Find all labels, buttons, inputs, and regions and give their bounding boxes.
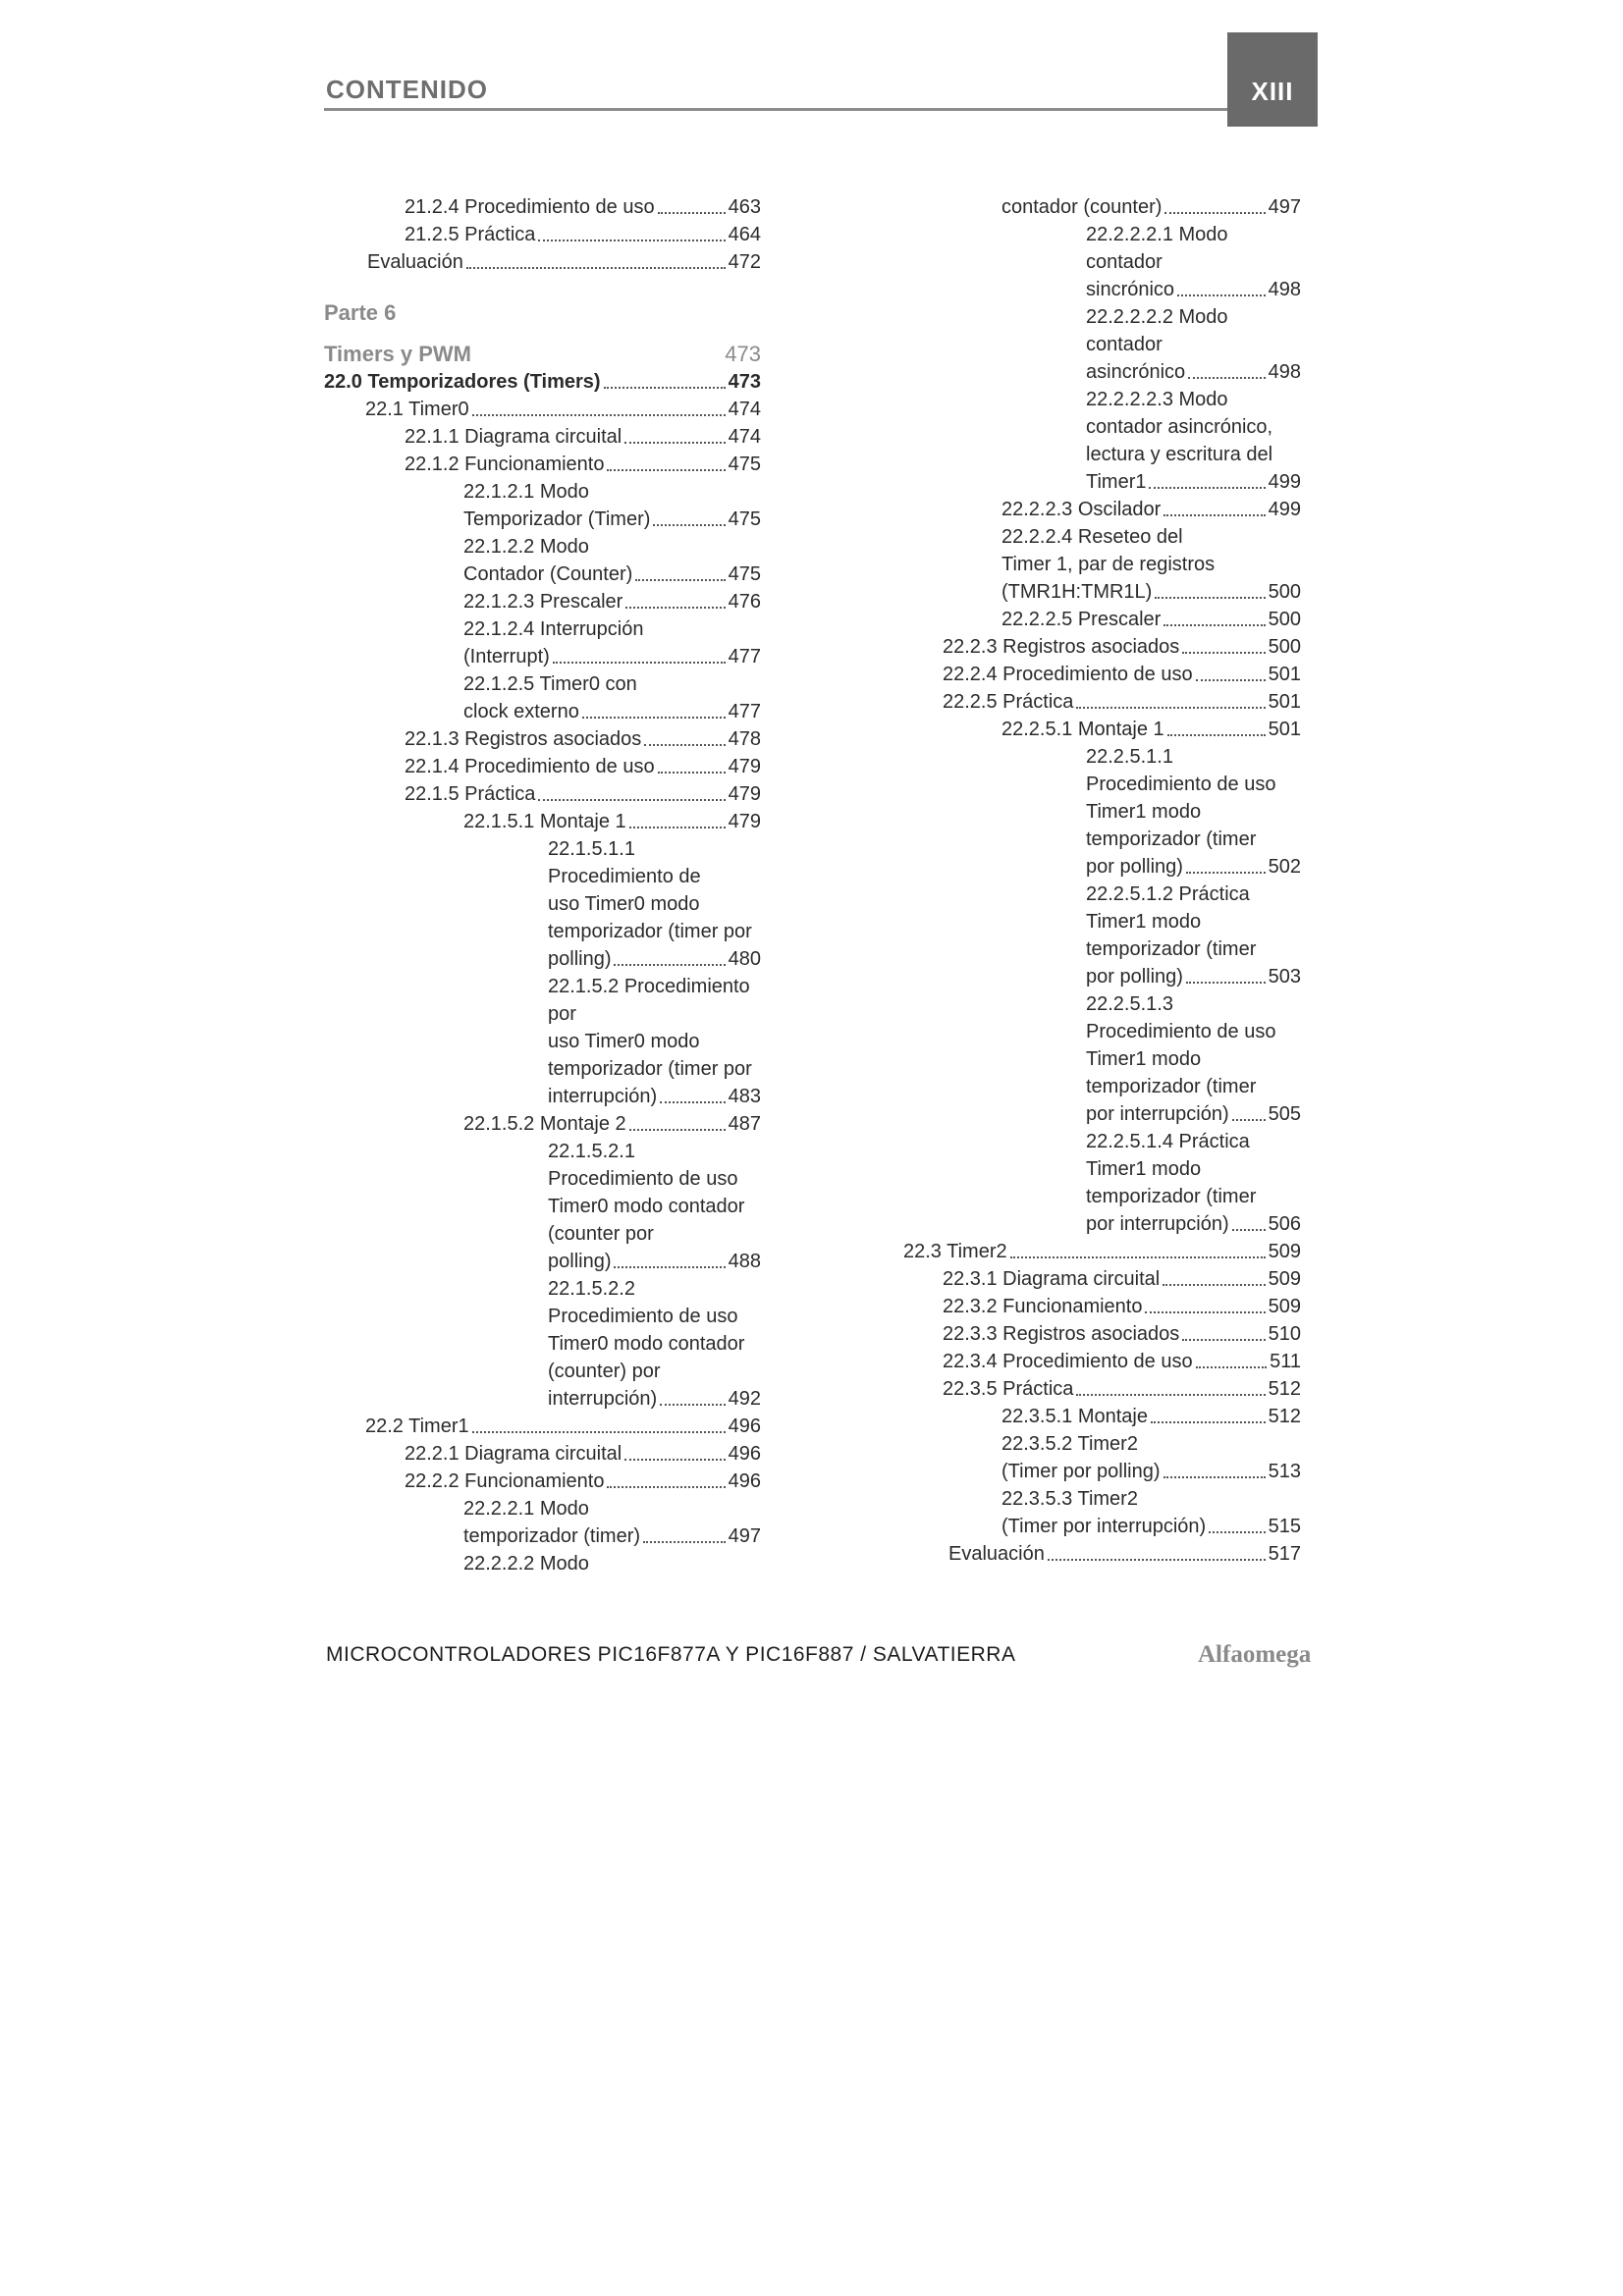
toc-entry-page: 505 (1268, 1103, 1301, 1125)
toc-entry-page: 499 (1268, 499, 1301, 520)
toc-entry (903, 1128, 1301, 1238)
toc-entry-page: 501 (1268, 664, 1301, 685)
toc-entry (903, 661, 1301, 688)
dot-leader (582, 717, 726, 719)
toc-entry-label: 22.3.3 Registros asociados (943, 1323, 1180, 1345)
toc-entry-label: 21.2.5 Práctica (405, 224, 536, 245)
toc-entry (903, 881, 1301, 990)
footer-publisher: Alfaomega (1198, 1641, 1312, 1668)
toc-entry-label: polling) (548, 948, 612, 970)
toc-entry (324, 1138, 761, 1275)
toc-entry-page: 496 (728, 1470, 761, 1492)
dot-leader (1163, 1284, 1265, 1286)
toc-entry-label: polling) (548, 1251, 612, 1272)
toc-entry-line: temporizador (timer (1086, 1076, 1257, 1097)
toc-entry (324, 1275, 761, 1413)
toc-entry-line: contador (1086, 334, 1163, 355)
toc-entry-label: Contador (Counter) (463, 563, 633, 585)
toc-entry-page: 503 (1268, 966, 1301, 988)
toc-entry-line: 22.1.5.2.2 (548, 1278, 635, 1300)
dot-leader (1155, 597, 1265, 599)
toc-entry-line: Procedimiento de uso (548, 1168, 738, 1190)
dot-leader (538, 799, 725, 801)
toc-entry-label: sincrónico (1086, 279, 1175, 300)
toc-entry-label: clock externo (463, 701, 579, 722)
toc-entry-line: 22.2.5.1.1 (1086, 746, 1173, 768)
toc-entry (903, 743, 1301, 881)
dot-leader (1076, 1394, 1265, 1396)
dot-leader (607, 469, 725, 471)
toc-entry-line: Procedimiento de uso (1086, 1021, 1276, 1042)
dot-leader (607, 1486, 725, 1488)
toc-entry (324, 973, 761, 1110)
dot-leader (625, 607, 725, 609)
toc-entry (324, 835, 761, 973)
toc-entry-label: (Timer por interrupción) (1001, 1516, 1207, 1537)
toc-entry-page: 475 (728, 563, 761, 585)
toc-entry-label: (Timer por polling) (1001, 1461, 1161, 1482)
dot-leader (624, 442, 725, 444)
toc-entry-page: 463 (728, 196, 761, 218)
toc-entry-line: 22.1.2.1 Modo (463, 481, 589, 503)
toc-entry-line: Procedimiento de (548, 866, 701, 887)
toc-entry-label: 22.3.1 Diagrama circuital (943, 1268, 1161, 1290)
toc-entry-label: 22.2.5.1 Montaje 1 (1001, 719, 1164, 740)
toc-entry-label: interrupción) (548, 1086, 658, 1107)
toc-entry-label: 22.2.1 Diagrama circuital (405, 1443, 622, 1465)
toc-entry-label: 22.1.4 Procedimiento de uso (405, 756, 655, 777)
toc-entry (903, 303, 1301, 386)
toc-entry-page: 475 (728, 454, 761, 475)
toc-entry-label: Evaluación (367, 251, 463, 273)
toc-entry-page: 475 (728, 508, 761, 530)
toc-entry-line: Timer1 modo (1086, 1158, 1202, 1180)
toc-entry-label: por polling) (1086, 966, 1183, 988)
toc-entry (903, 193, 1301, 221)
toc-entry (324, 1550, 761, 1577)
toc-entry (903, 1320, 1301, 1348)
toc-entry-line: 22.2.5.1.4 Práctica (1086, 1131, 1250, 1152)
toc-entry-page: 472 (728, 251, 761, 273)
dot-leader (1167, 734, 1266, 736)
toc-entry-label: 22.0 Temporizadores (Timers) (324, 371, 601, 393)
toc-entry-page: 477 (728, 701, 761, 722)
toc-entry (324, 221, 761, 248)
toc-entry (324, 368, 761, 396)
dot-leader (1010, 1256, 1266, 1258)
toc-entry-page: 506 (1268, 1213, 1301, 1235)
dot-leader (643, 1541, 726, 1543)
toc-entry-line: 22.1.2.2 Modo (463, 536, 589, 558)
toc-entry-page: 512 (1268, 1406, 1301, 1427)
toc-entry-page: 499 (1268, 471, 1301, 493)
toc-entry-label: 22.2.2.3 Oscilador (1001, 499, 1162, 520)
dot-leader (635, 579, 725, 581)
toc-entry (324, 1495, 761, 1550)
dot-leader (1163, 624, 1265, 626)
toc-entry-line: 22.1.5.2.1 (548, 1141, 635, 1162)
toc-entry-line: Timer1 modo (1086, 801, 1202, 823)
toc-entry-label: (TMR1H:TMR1L) (1001, 581, 1153, 603)
toc-entry-label: 21.2.4 Procedimiento de uso (405, 196, 655, 218)
toc-top-entries (324, 193, 761, 276)
toc-entry-page: 479 (728, 756, 761, 777)
toc-entry (324, 533, 761, 588)
toc-entry (903, 716, 1301, 743)
toc-entry-label: 22.2.5 Práctica (943, 691, 1074, 713)
part-title-row (324, 341, 761, 368)
toc-entry (324, 780, 761, 808)
dot-leader (472, 414, 726, 416)
toc-entry-line: (counter por (548, 1223, 654, 1245)
toc-entry-label: 22.1.1 Diagrama circuital (405, 426, 622, 448)
toc-entry (903, 1265, 1301, 1293)
toc-entry-page: 497 (728, 1525, 761, 1547)
toc-entry (324, 588, 761, 615)
part-page: 473 (725, 342, 761, 366)
toc-entry-line: 22.2.2.2.1 Modo (1086, 224, 1228, 245)
toc-entry (903, 1348, 1301, 1375)
toc-entry-page: 473 (728, 371, 761, 393)
toc-entry-line: 22.1.5.2 Procedimiento (548, 976, 750, 997)
toc-entry-page: 502 (1268, 856, 1301, 878)
toc-column-right (903, 193, 1301, 1568)
toc-entry-line: 22.2.2.4 Reseteo del (1001, 526, 1183, 548)
toc-entry-page: 512 (1268, 1378, 1301, 1400)
dot-leader (1149, 487, 1265, 489)
dot-leader (1232, 1119, 1266, 1121)
toc-entry (324, 248, 761, 276)
toc-entry-label: 22.3.2 Funcionamiento (943, 1296, 1143, 1317)
dot-leader (1048, 1559, 1266, 1561)
toc-entry-label: 22.3.4 Procedimiento de uso (943, 1351, 1193, 1372)
toc-entry-label: 22.1.5 Práctica (405, 783, 536, 805)
toc-entry-label: por polling) (1086, 856, 1183, 878)
toc-entry-page: 474 (728, 426, 761, 448)
toc-entry (903, 1375, 1301, 1403)
toc-entry-line: 22.3.5.2 Timer2 (1001, 1433, 1138, 1455)
toc-entry-page: 517 (1268, 1543, 1301, 1565)
toc-entry-page: 496 (728, 1443, 761, 1465)
dot-leader (1151, 1421, 1266, 1423)
part-title: Timers y PWM (324, 342, 471, 366)
dot-leader (653, 524, 725, 526)
dot-leader (624, 1459, 725, 1461)
dot-leader (1196, 679, 1266, 681)
dot-leader (1145, 1311, 1265, 1313)
dot-leader (629, 1129, 726, 1131)
dot-leader (1177, 294, 1266, 296)
dot-leader (1163, 514, 1265, 516)
toc-entry-label: 22.1.2 Funcionamiento (405, 454, 605, 475)
toc-entry-page: 478 (728, 728, 761, 750)
dot-leader (614, 964, 725, 966)
toc-entry (903, 221, 1301, 303)
toc-entry (324, 1110, 761, 1138)
toc-entry-line: 22.2.2.2 Modo (463, 1553, 589, 1575)
toc-entry (324, 670, 761, 725)
toc-entry-label: 22.3.5.1 Montaje (1001, 1406, 1148, 1427)
part-label: Parte 6 (324, 300, 397, 325)
toc-entry-line: 22.1.2.4 Interrupción (463, 618, 644, 640)
toc-entry-line: temporizador (timer (1086, 1186, 1257, 1207)
toc-entry (903, 386, 1301, 496)
dot-leader (644, 744, 725, 746)
toc-entry-line: 22.2.2.2.2 Modo (1086, 306, 1228, 328)
toc-entry (903, 606, 1301, 633)
toc-entry-page: 511 (1270, 1351, 1301, 1372)
toc-entry (324, 1413, 761, 1440)
toc-entry-line: 22.1.2.5 Timer0 con (463, 673, 637, 695)
toc-entry (324, 451, 761, 478)
toc-entry-page: 488 (728, 1251, 761, 1272)
toc-entry-line: contador asincrónico, (1086, 416, 1273, 438)
dot-leader (1196, 1366, 1268, 1368)
dot-leader (1188, 377, 1265, 379)
dot-leader (629, 827, 726, 828)
toc-entry-label: 22.2 Timer1 (365, 1415, 469, 1437)
toc-entry-line: 22.2.5.1.3 (1086, 993, 1173, 1015)
dot-leader (553, 662, 726, 664)
toc-entry-page: 509 (1268, 1296, 1301, 1317)
toc-entry-label: Evaluación (948, 1543, 1045, 1565)
toc-entry-line: Timer0 modo contador (548, 1196, 745, 1217)
toc-entry-page: 477 (728, 646, 761, 667)
toc-entry (903, 496, 1301, 523)
toc-entry-label: 22.1.3 Registros asociados (405, 728, 642, 750)
toc-entry-page: 513 (1268, 1461, 1301, 1482)
toc-entry-page: 483 (728, 1086, 761, 1107)
toc-entry-label: 22.2.4 Procedimiento de uso (943, 664, 1193, 685)
toc-entry-label: (Interrupt) (463, 646, 550, 667)
toc-entry-page: 476 (728, 591, 761, 613)
toc-entry-label: 22.1 Timer0 (365, 399, 469, 420)
toc-entry-page: 501 (1268, 719, 1301, 740)
toc-entry (324, 478, 761, 533)
toc-entry-page: 515 (1268, 1516, 1301, 1537)
toc-entry-label: 22.2.2 Funcionamiento (405, 1470, 605, 1492)
page-number: XIII (1251, 77, 1294, 106)
dot-leader (1182, 1339, 1265, 1341)
toc-entry-line: Procedimiento de uso (548, 1306, 738, 1327)
toc-entry-label: por interrupción) (1086, 1103, 1229, 1125)
toc-entry (903, 1485, 1301, 1540)
toc-entry-line: temporizador (timer (1086, 938, 1257, 960)
toc-entry-line: temporizador (timer por (548, 921, 752, 942)
toc-entry-line: Timer1 modo (1086, 1048, 1202, 1070)
toc-entry (324, 1440, 761, 1468)
toc-entry-line: 22.2.2.2.3 Modo (1086, 389, 1228, 410)
toc-entry-line: Procedimiento de uso (1086, 774, 1276, 795)
toc-entry-line: 22.2.5.1.2 Práctica (1086, 883, 1250, 905)
dot-leader (466, 267, 726, 269)
toc-entry (324, 396, 761, 423)
toc-entry-line: Timer 1, par de registros (1001, 554, 1216, 575)
toc-entry-label: 22.2.2.5 Prescaler (1001, 609, 1162, 630)
toc-entry-line: lectura y escritura del (1086, 444, 1273, 465)
toc-entry-label: 22.1.5.1 Montaje 1 (463, 811, 626, 832)
toc-entry (324, 423, 761, 451)
dot-leader (1182, 652, 1265, 654)
dot-leader (660, 1101, 725, 1103)
toc-entry-page: 501 (1268, 691, 1301, 713)
dot-leader (1209, 1531, 1265, 1533)
toc-entry (324, 615, 761, 670)
toc-entry-line: temporizador (timer por (548, 1058, 752, 1080)
toc-entry (324, 1468, 761, 1495)
toc-entry-page: 500 (1268, 581, 1301, 603)
toc-entry (903, 1238, 1301, 1265)
toc-entry (903, 523, 1301, 606)
toc-entry-page: 474 (728, 399, 761, 420)
toc-entry-label: contador (counter) (1001, 196, 1163, 218)
toc-entry (324, 808, 761, 835)
toc-entry-page: 497 (1268, 196, 1301, 218)
toc-entry-page: 498 (1268, 279, 1301, 300)
toc-entry-label: 22.3.5 Práctica (943, 1378, 1074, 1400)
dot-leader (472, 1431, 726, 1433)
toc-entry-page: 496 (728, 1415, 761, 1437)
footer-book-title: MICROCONTROLADORES PIC16F877A Y PIC16F887 / SALVATIERRA (326, 1643, 1016, 1666)
header-title: CONTENIDO (326, 75, 488, 104)
toc-entry-page: 479 (728, 811, 761, 832)
toc-entries-right (903, 193, 1301, 1568)
toc-entries-left (324, 368, 761, 1577)
toc-entry-line: 22.3.5.3 Timer2 (1001, 1488, 1138, 1510)
toc-entry (903, 1293, 1301, 1320)
dot-leader (614, 1266, 725, 1268)
toc-entry (324, 753, 761, 780)
dot-leader (1186, 872, 1266, 874)
toc-entry-label: 22.1.5.2 Montaje 2 (463, 1113, 626, 1135)
toc-entry-label: por interrupción) (1086, 1213, 1229, 1235)
page-number-box (1227, 32, 1318, 127)
toc-entry-page: 464 (728, 224, 761, 245)
toc-entry-page: 509 (1268, 1241, 1301, 1262)
dot-leader (658, 212, 726, 214)
toc-entry (903, 633, 1301, 661)
toc-entry (324, 725, 761, 753)
toc-entry-page: 492 (728, 1388, 761, 1410)
toc-entry-page: 487 (728, 1113, 761, 1135)
toc-entry-page: 500 (1268, 609, 1301, 630)
toc-entry-label: 22.1.2.3 Prescaler (463, 591, 623, 613)
toc-column-left (324, 193, 761, 1577)
dot-leader (1076, 707, 1265, 709)
dot-leader (604, 387, 726, 389)
toc-entry-page: 479 (728, 783, 761, 805)
toc-entry-page: 498 (1268, 361, 1301, 383)
toc-entry-label: Timer1 (1086, 471, 1147, 493)
toc-entry-line: por (548, 1003, 576, 1025)
toc-entry-label: Temporizador (Timer) (463, 508, 651, 530)
toc-entry-line: 22.2.2.1 Modo (463, 1498, 589, 1520)
toc-entry-line: Timer0 modo contador (548, 1333, 745, 1355)
header-rule (324, 108, 1316, 111)
toc-entry-line: (counter) por (548, 1361, 661, 1382)
dot-leader (1163, 1476, 1266, 1478)
dot-leader (1232, 1229, 1266, 1231)
dot-leader (1186, 982, 1266, 984)
toc-entry-label: interrupción) (548, 1388, 658, 1410)
toc-entry (324, 193, 761, 221)
toc-entry-line: Timer1 modo (1086, 911, 1202, 933)
toc-entry-page: 509 (1268, 1268, 1301, 1290)
toc-entry-label: asincrónico (1086, 361, 1186, 383)
toc-entry-line: uso Timer0 modo (548, 1031, 700, 1052)
toc-entry-line: contador (1086, 251, 1163, 273)
dot-leader (658, 772, 726, 774)
toc-entry (903, 1540, 1301, 1568)
toc-entry (903, 1403, 1301, 1430)
toc-entry-label: 22.2.3 Registros asociados (943, 636, 1180, 658)
dot-leader (1164, 212, 1265, 214)
toc-entry-line: 22.1.5.1.1 (548, 838, 635, 860)
toc-entry-label: temporizador (timer) (463, 1525, 641, 1547)
toc-entry-page: 510 (1268, 1323, 1301, 1345)
toc-entry-label: 22.3 Timer2 (903, 1241, 1007, 1262)
dot-leader (538, 240, 725, 241)
toc-entry-page: 500 (1268, 636, 1301, 658)
toc-entry (903, 990, 1301, 1128)
dot-leader (660, 1404, 725, 1406)
toc-entry (903, 688, 1301, 716)
toc-entry-line: uso Timer0 modo (548, 893, 700, 915)
toc-entry-page: 480 (728, 948, 761, 970)
toc-entry-line: temporizador (timer (1086, 828, 1257, 850)
toc-entry (903, 1430, 1301, 1485)
